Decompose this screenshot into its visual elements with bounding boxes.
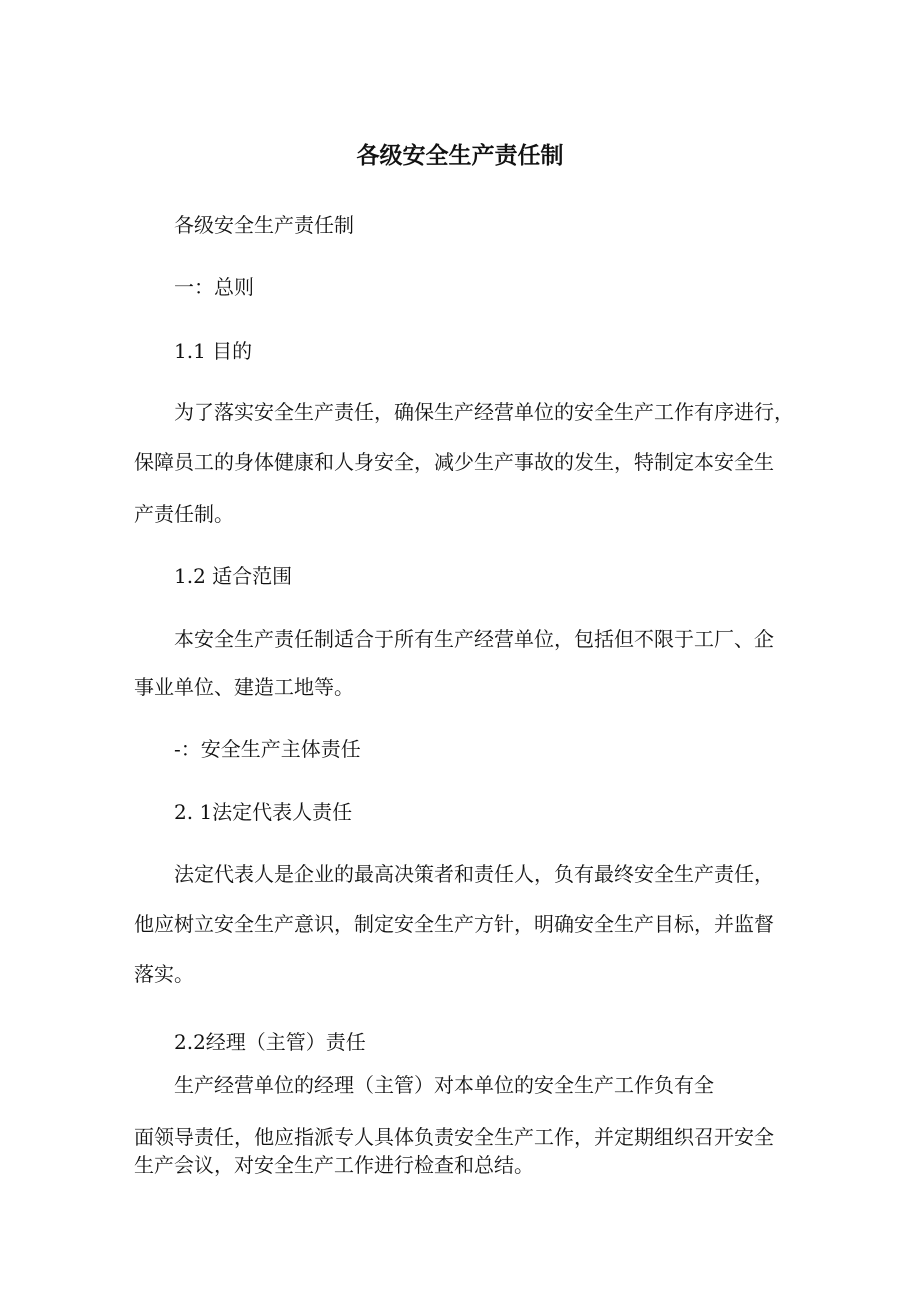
- paragraph-line: 落实。: [134, 962, 194, 986]
- paragraph-line: 本安全生产责任制适合于所有生产经营单位，包括但不限于工厂、企: [174, 627, 774, 651]
- subsection-heading-manager: 2.2经理（主管）责任: [174, 1030, 366, 1054]
- paragraph-line: 事业单位、建造工地等。: [134, 675, 354, 699]
- paragraph-line: 法定代表人是企业的最高决策者和责任人，负有最终安全生产责任，: [174, 862, 774, 886]
- paragraph-line: 保障员工的身体健康和人身安全，减少生产事故的发生，特制定本安全生: [134, 450, 774, 474]
- paragraph-line: 生产会议，对安全生产工作进行检查和总结。: [134, 1153, 534, 1177]
- paragraph-line: 面领导责任，他应指派专人具体负责安全生产工作，并定期组织召开安全: [134, 1125, 774, 1149]
- doc-heading: 各级安全生产责任制: [174, 213, 354, 237]
- section-heading-responsibility: -：安全生产主体责任: [174, 737, 361, 761]
- document-title: 各级安全生产责任制: [356, 143, 564, 169]
- subsection-heading-scope: 1.2 适合范围: [174, 564, 293, 588]
- subsection-heading-legal-rep: 2. 1法定代表人责任: [174, 800, 353, 824]
- section-heading-general: 一：总则: [174, 275, 254, 299]
- subsection-heading-purpose: 1.1 目的: [174, 339, 253, 363]
- paragraph-line: 产责任制。: [134, 502, 234, 526]
- paragraph-line: 他应树立安全生产意识，制定安全生产方针，明确安全生产目标，并监督: [134, 912, 774, 936]
- paragraph-line: 为了落实安全生产责任，确保生产经营单位的安全生产工作有序进行，: [174, 400, 794, 424]
- paragraph-line: 生产经营单位的经理（主管）对本单位的安全生产工作负有全: [174, 1073, 714, 1097]
